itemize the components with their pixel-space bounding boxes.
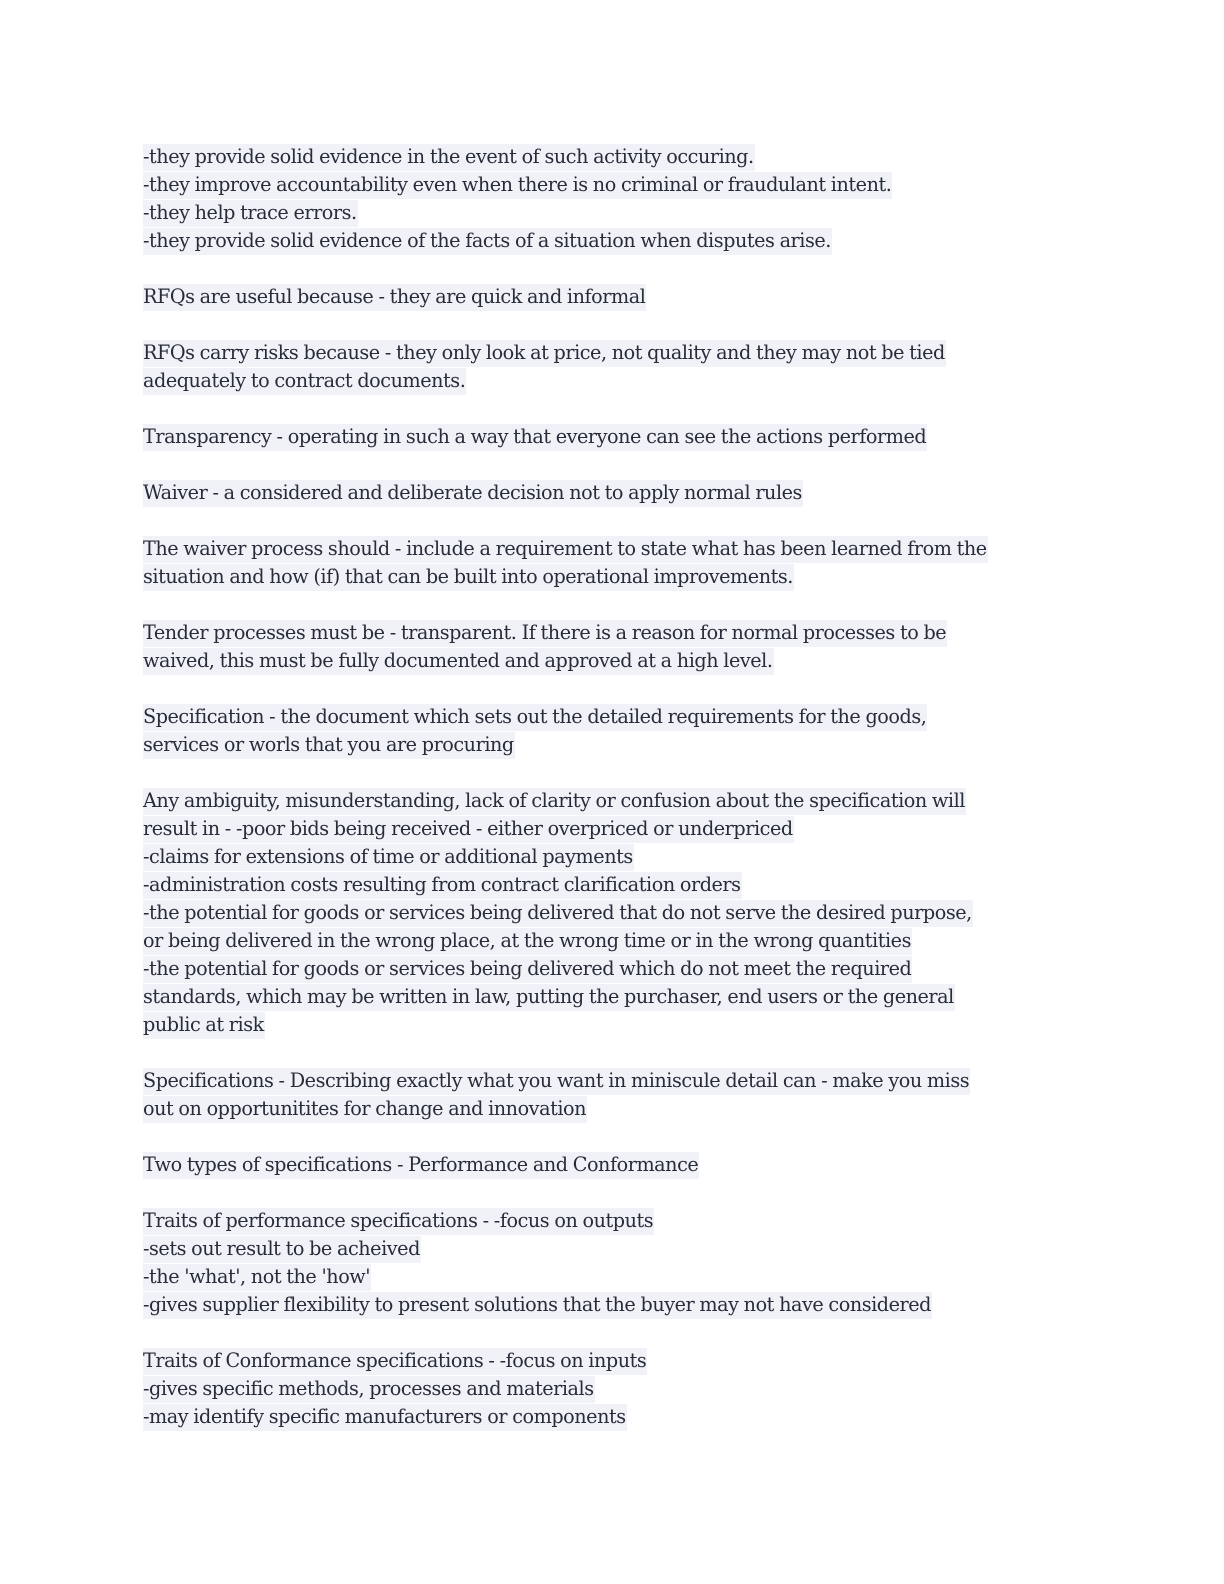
highlighted-text: RFQs are useful because - they are quick and informal xyxy=(143,284,646,311)
text-line xyxy=(143,815,1083,843)
paragraph xyxy=(143,283,1083,311)
highlighted-text: RFQs carry risks because - they only look at price, not quality and they may not be tied xyxy=(143,340,946,367)
highlighted-text: The waiver process should - include a requirement to state what has been learned from the xyxy=(143,536,988,563)
highlighted-text: -the potential for goods or services being delivered that do not serve the desired purpose, xyxy=(143,900,973,927)
text-line xyxy=(143,1067,1083,1095)
paragraph xyxy=(143,703,1083,759)
highlighted-text: -they provide solid evidence in the event of such activity occuring. xyxy=(143,144,755,171)
highlighted-text: adequately to contract documents. xyxy=(143,368,466,395)
paragraph xyxy=(143,1347,1083,1431)
text-line xyxy=(143,1347,1083,1375)
highlighted-text: public at risk xyxy=(143,1012,265,1039)
text-line xyxy=(143,171,1083,199)
text-line xyxy=(143,1403,1083,1431)
highlighted-text: situation and how (if) that can be built into operational improvements. xyxy=(143,564,794,591)
text-line xyxy=(143,339,1083,367)
highlighted-text: -they help trace errors. xyxy=(143,200,358,227)
paragraph xyxy=(143,479,1083,507)
text-line xyxy=(143,1207,1083,1235)
paragraph xyxy=(143,1151,1083,1179)
text-line xyxy=(143,227,1083,255)
highlighted-text: result in - -poor bids being received - either overpriced or underpriced xyxy=(143,816,794,843)
text-line xyxy=(143,1011,1083,1039)
highlighted-text: -administration costs resulting from contract clarification orders xyxy=(143,872,742,899)
text-line xyxy=(143,479,1083,507)
paragraph xyxy=(143,535,1083,591)
text-line xyxy=(143,787,1083,815)
text-line xyxy=(143,563,1083,591)
highlighted-text: or being delivered in the wrong place, at the wrong time or in the wrong quantities xyxy=(143,928,912,955)
highlighted-text: standards, which may be written in law, putting the purchaser, end users or the general xyxy=(143,984,955,1011)
highlighted-text: -the 'what', not the 'how' xyxy=(143,1264,371,1291)
highlighted-text: out on opportunitites for change and innovation xyxy=(143,1096,587,1123)
highlighted-text: -may identify specific manufacturers or components xyxy=(143,1404,627,1431)
paragraph xyxy=(143,339,1083,395)
highlighted-text: Traits of performance specifications - -focus on outputs xyxy=(143,1208,654,1235)
text-line xyxy=(143,703,1083,731)
highlighted-text: -gives specific methods, processes and materials xyxy=(143,1376,595,1403)
highlighted-text: -claims for extensions of time or additional payments xyxy=(143,844,634,871)
text-line xyxy=(143,955,1083,983)
text-line xyxy=(143,1235,1083,1263)
paragraph xyxy=(143,1067,1083,1123)
highlighted-text: -they provide solid evidence of the facts of a situation when disputes arise. xyxy=(143,228,832,255)
document-body xyxy=(143,143,1083,1459)
text-line xyxy=(143,199,1083,227)
text-line xyxy=(143,283,1083,311)
text-line xyxy=(143,1151,1083,1179)
text-line xyxy=(143,843,1083,871)
text-line xyxy=(143,1263,1083,1291)
text-line xyxy=(143,731,1083,759)
highlighted-text: -they improve accountability even when there is no criminal or fraudulant intent. xyxy=(143,172,892,199)
text-line xyxy=(143,619,1083,647)
highlighted-text: Transparency - operating in such a way that everyone can see the actions performed xyxy=(143,424,927,451)
highlighted-text: services or worls that you are procuring xyxy=(143,732,515,759)
paragraph xyxy=(143,143,1083,255)
highlighted-text: Traits of Conformance specifications - -focus on inputs xyxy=(143,1348,647,1375)
highlighted-text: Tender processes must be - transparent. If there is a reason for normal processes to be xyxy=(143,620,947,647)
text-line xyxy=(143,367,1083,395)
paragraph xyxy=(143,619,1083,675)
text-line xyxy=(143,535,1083,563)
text-line xyxy=(143,1095,1083,1123)
text-line xyxy=(143,983,1083,1011)
highlighted-text: waived, this must be fully documented and approved at a high level. xyxy=(143,648,774,675)
text-line xyxy=(143,927,1083,955)
highlighted-text: Specifications - Describing exactly what you want in miniscule detail can - make you miss xyxy=(143,1068,970,1095)
highlighted-text: Two types of specifications - Performance and Conformance xyxy=(143,1152,699,1179)
highlighted-text: Waiver - a considered and deliberate decision not to apply normal rules xyxy=(143,480,803,507)
text-line xyxy=(143,647,1083,675)
paragraph xyxy=(143,787,1083,1039)
text-line xyxy=(143,871,1083,899)
text-line xyxy=(143,1291,1083,1319)
text-line xyxy=(143,423,1083,451)
text-line xyxy=(143,143,1083,171)
paragraph xyxy=(143,1207,1083,1319)
highlighted-text: -the potential for goods or services being delivered which do not meet the required xyxy=(143,956,912,983)
highlighted-text: -sets out result to be acheived xyxy=(143,1236,421,1263)
highlighted-text: -gives supplier flexibility to present solutions that the buyer may not have considered xyxy=(143,1292,932,1319)
paragraph xyxy=(143,423,1083,451)
highlighted-text: Specification - the document which sets out the detailed requirements for the goods, xyxy=(143,704,927,731)
highlighted-text: Any ambiguity, misunderstanding, lack of clarity or confusion about the specification will xyxy=(143,788,966,815)
text-line xyxy=(143,899,1083,927)
text-line xyxy=(143,1375,1083,1403)
